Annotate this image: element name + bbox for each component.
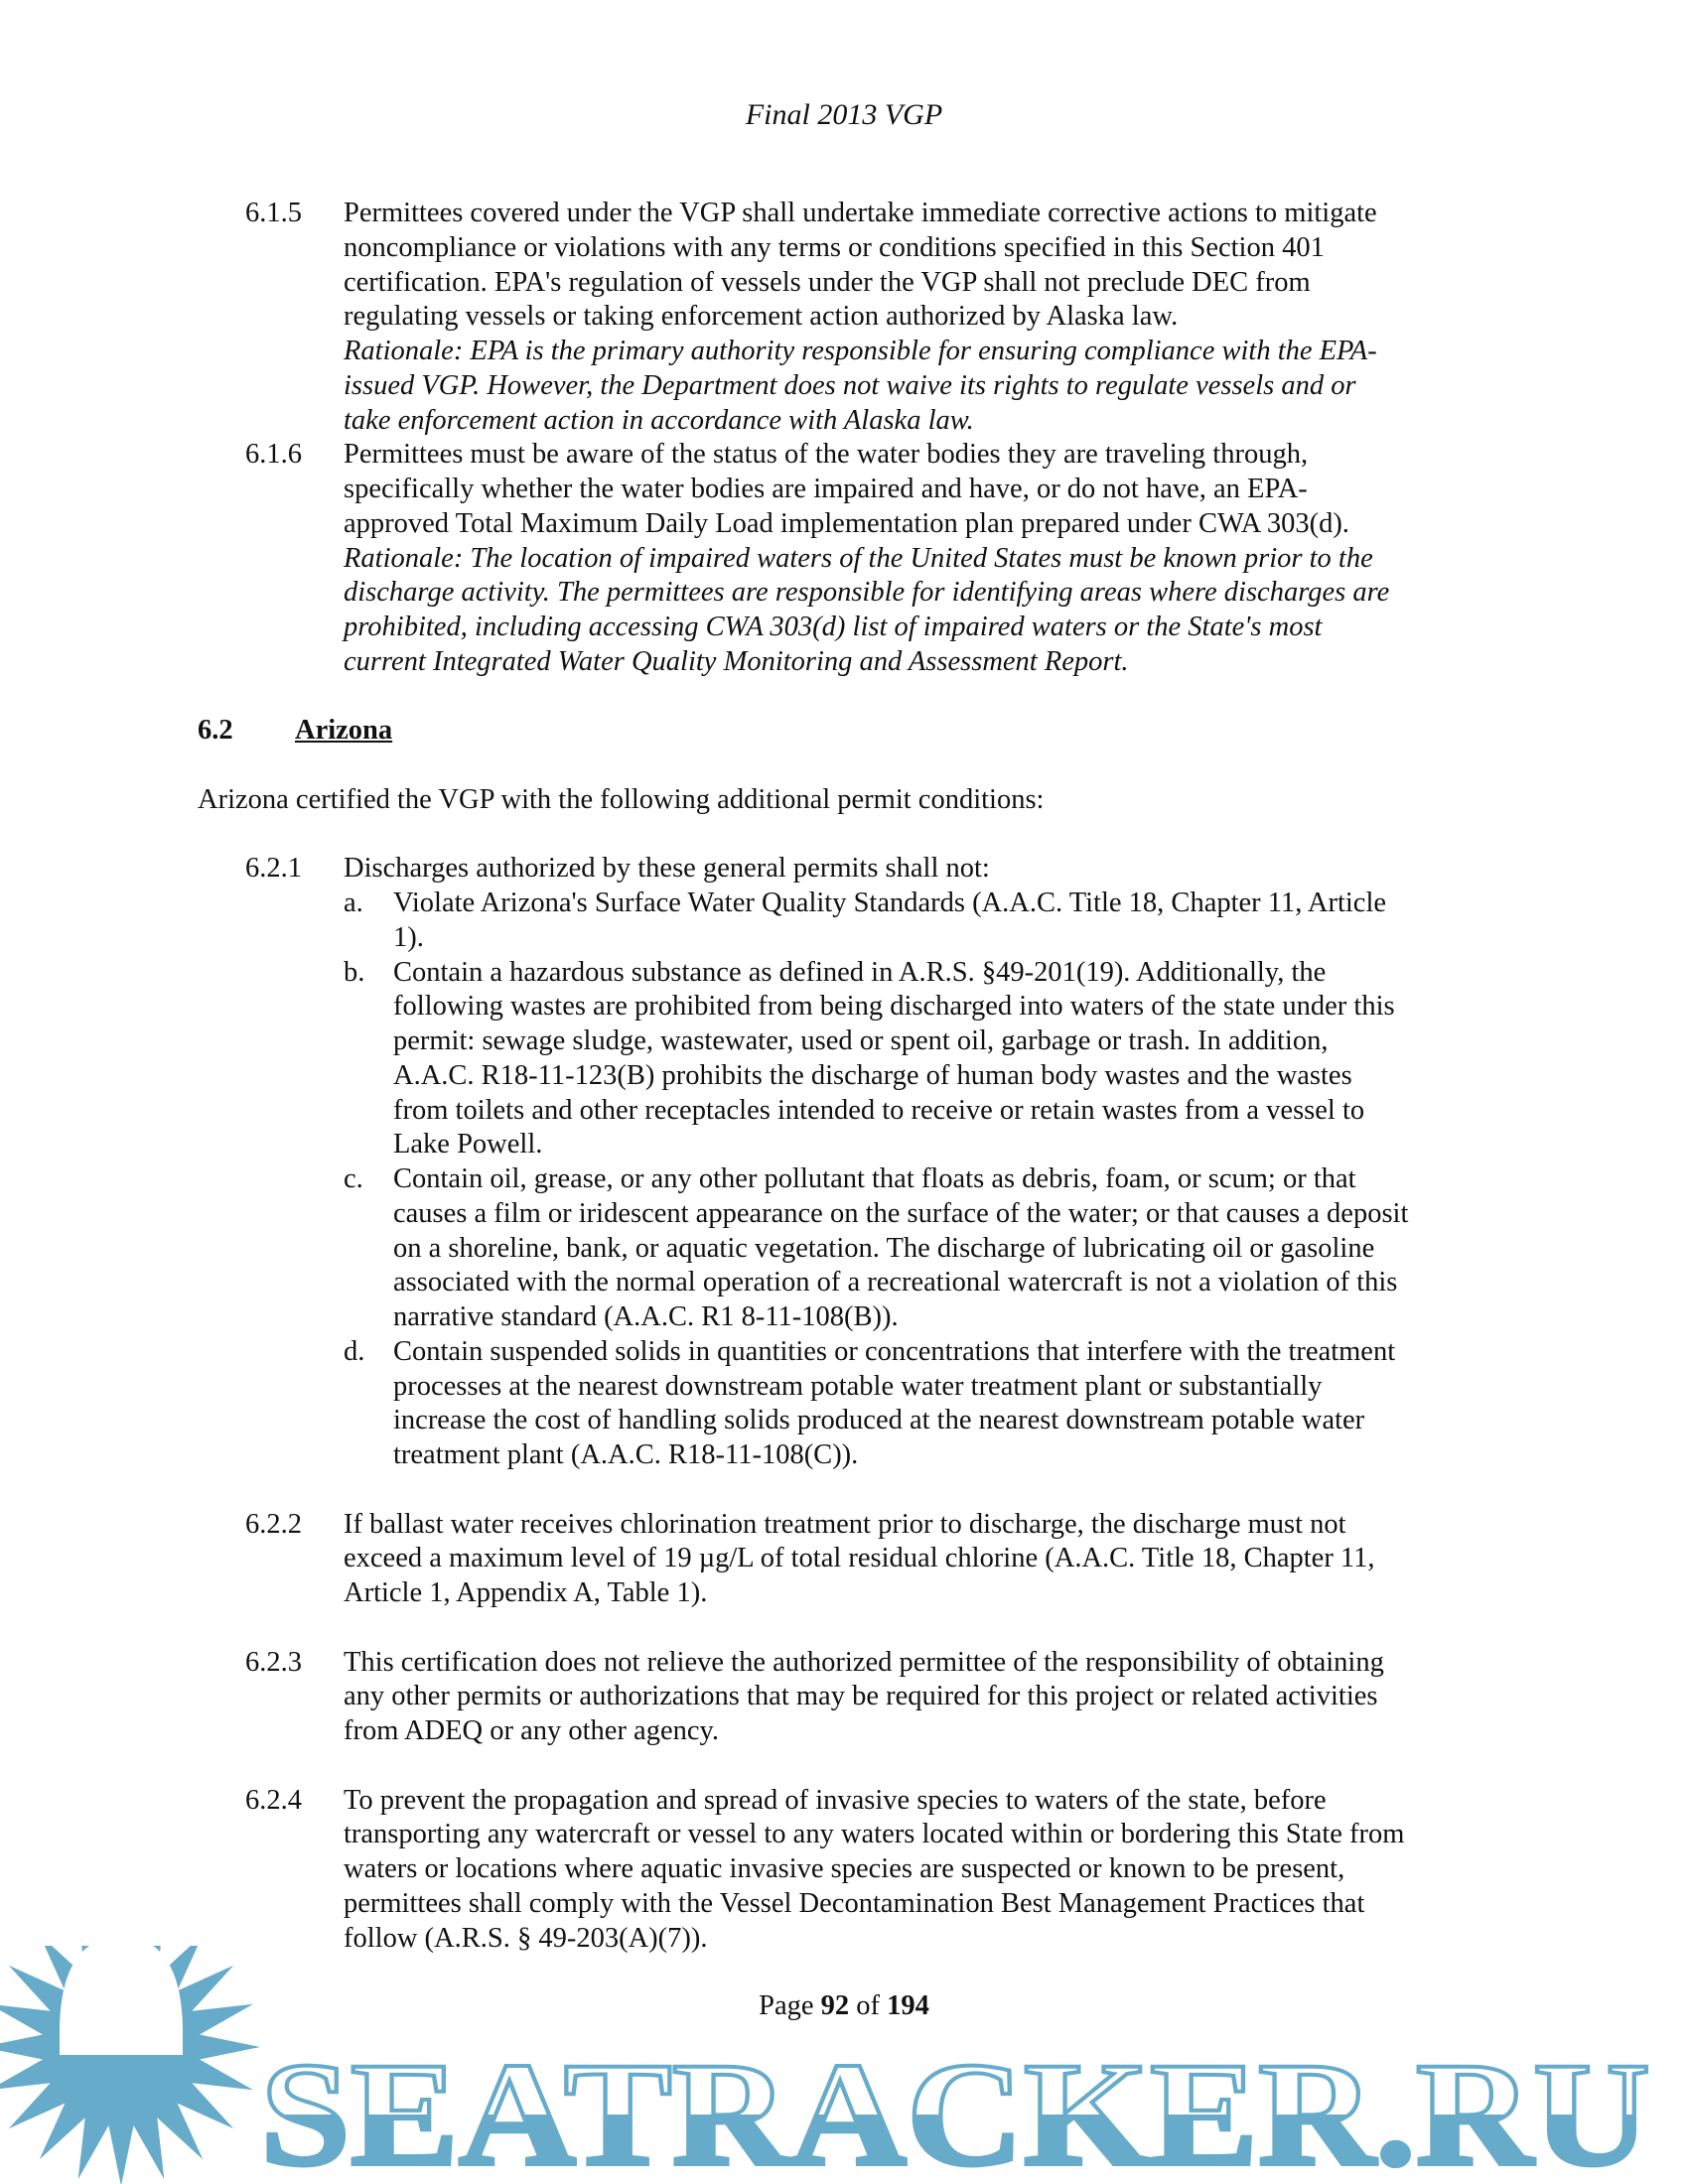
text-line: treatment plant (A.A.C. R18-11-108(C)). bbox=[393, 1439, 859, 1470]
text-line: processes at the nearest downstream potable water treatment plant or substantially bbox=[393, 1370, 1323, 1402]
section-heading bbox=[198, 714, 1488, 749]
blank-line bbox=[198, 680, 1488, 715]
text-line: 1). bbox=[393, 921, 424, 953]
section-number: 6.2 bbox=[198, 715, 233, 747]
paragraph-6-1-5 bbox=[198, 197, 1488, 438]
rationale-line: current Integrated Water Quality Monitoring and Assessment Report. bbox=[344, 645, 1129, 677]
sub-item-letter: c. bbox=[344, 1163, 363, 1194]
rationale-line: discharge activity. The permittees are responsible for identifying areas where discharges are bbox=[344, 577, 1390, 609]
text-line: Contain a hazardous substance as defined in A.R.S. §49-201(19). Additionally, the bbox=[393, 956, 1327, 988]
text-line: causes a film or iridescent appearance on the surface of the water; or that causes a deposit bbox=[393, 1197, 1409, 1229]
item-number: 6.2.4 bbox=[245, 1784, 302, 1816]
text-line: Arizona certified the VGP with the following additional permit conditions: bbox=[198, 783, 1045, 815]
section-title: Arizona bbox=[295, 715, 393, 747]
text-line: on a shoreline, bank, or aquatic vegetation. The discharge of lubricating oil or gasoline bbox=[393, 1232, 1375, 1264]
text-line: regulating vessels or taking enforcement action authorized by Alaska law. bbox=[344, 301, 1179, 333]
document-body bbox=[198, 197, 1488, 1956]
item-number: 6.1.5 bbox=[245, 198, 302, 228]
page-label: Page bbox=[759, 1990, 814, 2021]
paragraph-6-1-6 bbox=[198, 438, 1488, 679]
text-line: following wastes are prohibited from being discharged into waters of the state under this bbox=[393, 991, 1395, 1023]
watermark-text: SEATRACKER.RU bbox=[260, 2032, 1650, 2184]
text-line: permittees shall comply with the Vessel Decontamination Best Management Practices that bbox=[344, 1887, 1365, 1919]
blank-line bbox=[198, 749, 1488, 783]
page-number bbox=[0, 1988, 1688, 2024]
text-line: approved Total Maximum Daily Load implementation plan prepared under CWA 303(d). bbox=[344, 507, 1349, 539]
text-line: exceed a maximum level of 19 µg/L of total residual chlorine (A.A.C. Title 18, Chapter 11, bbox=[344, 1543, 1375, 1574]
text-line: Permittees covered under the VGP shall undertake immediate corrective actions to mitigate bbox=[344, 198, 1377, 228]
blank-line bbox=[198, 1749, 1488, 1784]
text-line: transporting any watercraft or vessel to any waters located within or bordering this State from bbox=[344, 1819, 1405, 1850]
text-line: specifically whether the water bodies are impaired and have, or do not have, an EPA- bbox=[344, 474, 1308, 504]
current-page: 92 bbox=[820, 1990, 850, 2021]
text-line: noncompliance or violations with any terms or conditions specified in this Section 401 bbox=[344, 231, 1325, 263]
of-label: of bbox=[856, 1990, 881, 2021]
blank-line bbox=[198, 1473, 1488, 1508]
rationale-line: take enforcement action in accordance with Alaska law. bbox=[344, 404, 974, 436]
text-line: Article 1, Appendix A, Table 1). bbox=[344, 1577, 708, 1608]
text-line: Lake Powell. bbox=[393, 1129, 543, 1160]
sub-item-b bbox=[344, 956, 1488, 1163]
text-line: from toilets and other receptacles intended to receive or retain wastes from a vessel to bbox=[393, 1094, 1365, 1126]
paragraph-6-2-2 bbox=[198, 1508, 1488, 1611]
paragraph-6-2-4 bbox=[198, 1784, 1488, 1957]
total-pages: 194 bbox=[887, 1990, 929, 2021]
sub-item-a bbox=[344, 887, 1488, 956]
item-number: 6.2.1 bbox=[245, 853, 302, 885]
paragraph-6-2-1 bbox=[198, 852, 1488, 1473]
text-line: A.A.C. R18-11-123(B) prohibits the discharge of human body wastes and the wastes bbox=[393, 1059, 1352, 1091]
item-number: 6.2.2 bbox=[245, 1508, 302, 1540]
text-line: associated with the normal operation of a recreational watercraft is not a violation of this bbox=[393, 1267, 1398, 1298]
paragraph-text bbox=[198, 783, 1488, 818]
text-line: waters or locations where aquatic invasive species are suspected or known to be present, bbox=[344, 1853, 1345, 1884]
item-number: 6.2.3 bbox=[245, 1646, 302, 1678]
sub-item-letter: a. bbox=[344, 887, 363, 918]
text-line: certification. EPA's regulation of vessels under the VGP shall not preclude DEC from bbox=[344, 266, 1311, 298]
text-line: Violate Arizona's Surface Water Quality Standards (A.A.C. Title 18, Chapter 11, Article bbox=[393, 887, 1387, 918]
text-line: Contain oil, grease, or any other pollutant that floats as debris, foam, or scum; or that bbox=[393, 1163, 1356, 1194]
sub-item-letter: d. bbox=[344, 1335, 365, 1367]
text-line: from ADEQ or any other agency. bbox=[344, 1715, 720, 1746]
paragraph-6-2-3 bbox=[198, 1646, 1488, 1749]
text-line: permit: sewage sludge, wastewater, used or spent oil, garbage or trash. In addition, bbox=[393, 1025, 1329, 1056]
text-line: Discharges authorized by these general permits shall not: bbox=[344, 853, 990, 885]
sub-item-c bbox=[344, 1162, 1488, 1335]
rationale-line: Rationale: The location of impaired waters of the United States must be known prior to the bbox=[344, 542, 1373, 574]
sub-item-d bbox=[344, 1335, 1488, 1473]
item-number: 6.1.6 bbox=[245, 439, 302, 471]
text-line: increase the cost of handling solids produced at the nearest downstream potable water bbox=[393, 1405, 1365, 1436]
sub-item-letter: b. bbox=[344, 956, 365, 988]
blank-line bbox=[198, 1611, 1488, 1646]
text-line: narrative standard (A.A.C. R1 8-11-108(B)). bbox=[393, 1301, 899, 1332]
text-line: Permittees must be aware of the status of the water bodies they are traveling through, bbox=[344, 439, 1309, 471]
rationale-line: Rationale: EPA is the primary authority responsible for ensuring compliance with the EPA- bbox=[344, 336, 1377, 366]
page-header-title: Final 2013 VGP bbox=[745, 98, 943, 131]
rationale-line: prohibited, including accessing CWA 303(d) list of impaired waters or the State's most bbox=[344, 612, 1323, 642]
sun-icon bbox=[0, 1946, 260, 2184]
watermark bbox=[0, 1946, 1688, 2184]
text-line: To prevent the propagation and spread of invasive species to waters of the state, before bbox=[344, 1784, 1327, 1816]
text-line: any other permits or authorizations that may be required for this project or related activities bbox=[344, 1681, 1378, 1712]
text-line: Contain suspended solids in quantities or concentrations that interfere with the treatment bbox=[393, 1335, 1396, 1367]
blank-line bbox=[198, 818, 1488, 853]
rationale-line: issued VGP. However, the Department does not waive its rights to regulate vessels and or bbox=[344, 369, 1356, 401]
text-line: If ballast water receives chlorination treatment prior to discharge, the discharge must not bbox=[344, 1508, 1346, 1540]
text-line: This certification does not relieve the authorized permittee of the responsibility of obtaining bbox=[344, 1646, 1384, 1678]
text-line: follow (A.R.S. § 49-203(A)(7)). bbox=[344, 1922, 708, 1954]
